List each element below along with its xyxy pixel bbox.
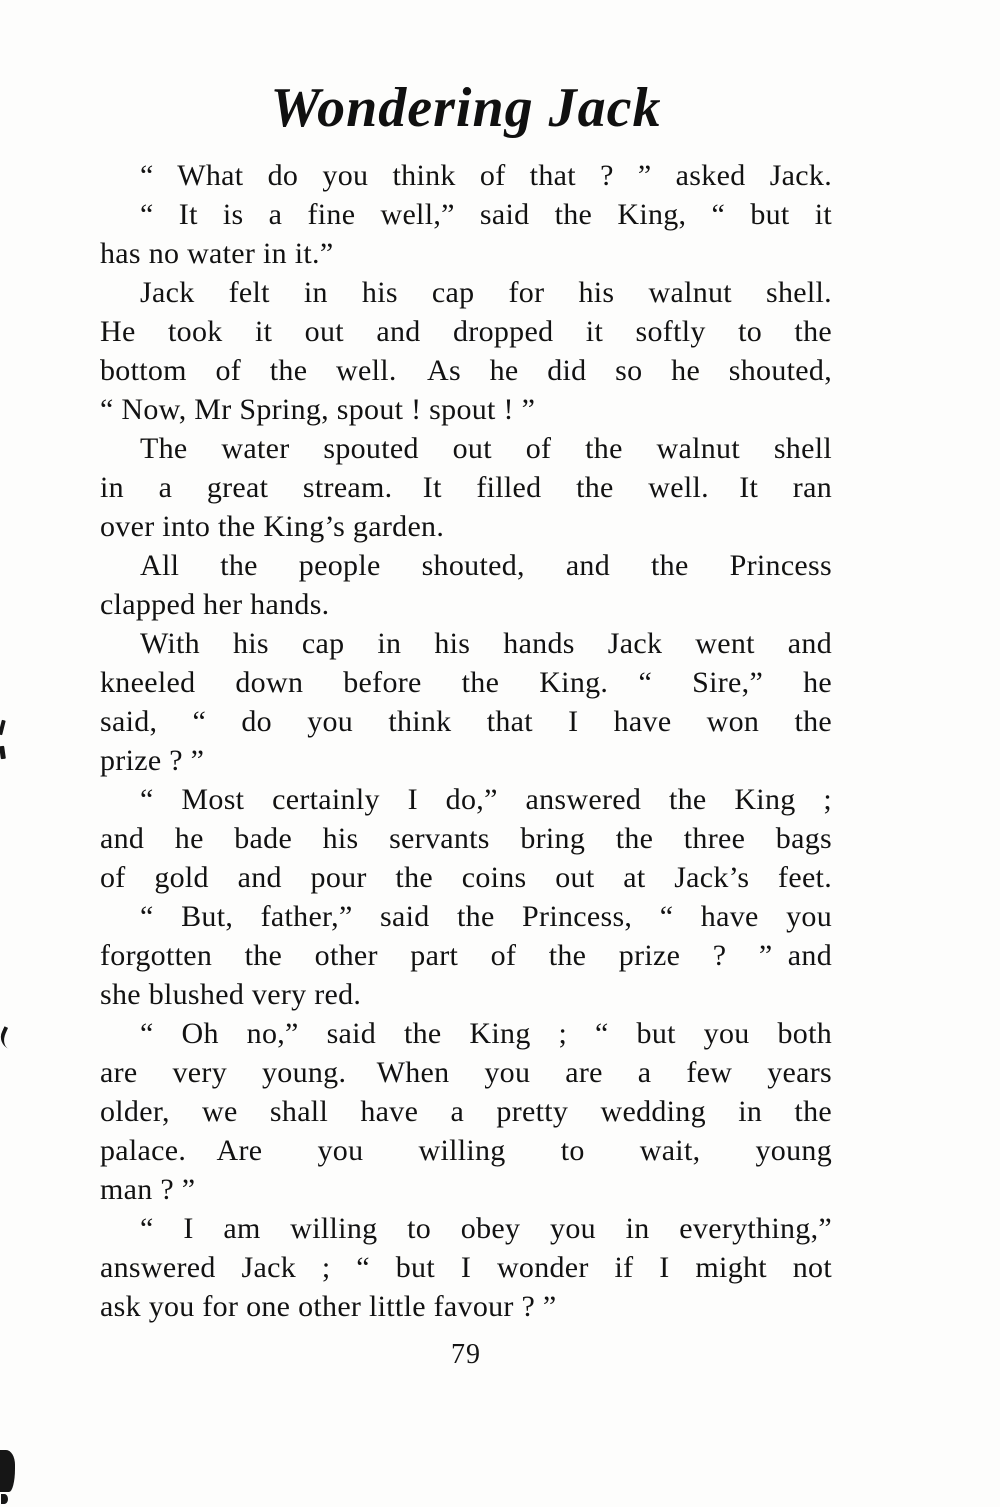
text-line: of gold and pour the coins out at Jack’s feet. bbox=[100, 861, 832, 894]
text-line: He took it out and dropped it softly to the bbox=[100, 315, 832, 348]
text-line: and he bade his servants bring the three bags bbox=[100, 822, 832, 855]
page-title: Wondering Jack bbox=[270, 77, 662, 139]
text-line: has no water in it.” bbox=[100, 237, 334, 270]
scan-ink-mark bbox=[0, 720, 6, 736]
text-line: Jack felt in his cap for his walnut shell. bbox=[140, 276, 832, 309]
text-line: kneeled down before the King. “ Sire,” he bbox=[100, 666, 832, 699]
text-line: said, “ do you think that I have won the bbox=[100, 705, 832, 738]
text-line: “ Now, Mr Spring, spout ! spout ! ” bbox=[100, 393, 536, 426]
page-number: 79 bbox=[451, 1339, 481, 1370]
text-line: older, we shall have a pretty wedding in the bbox=[100, 1095, 832, 1128]
scan-ink-mark bbox=[0, 1026, 16, 1049]
text-line: ask you for one other little favour ? ” bbox=[100, 1290, 557, 1323]
text-line: bottom of the well. As he did so he shouted, bbox=[100, 354, 832, 387]
text-line: With his cap in his hands Jack went and bbox=[140, 627, 832, 660]
text-line: “ What do you think of that ? ” asked Jack. bbox=[140, 159, 832, 192]
text-line: she blushed very red. bbox=[100, 978, 362, 1011]
text-line: All the people shouted, and the Princess bbox=[140, 549, 832, 582]
text-line: clapped her hands. bbox=[100, 588, 330, 621]
text-line: forgotten the other part of the prize ? ” and bbox=[100, 939, 832, 972]
text-line: “ Most certainly I do,” answered the King ; bbox=[140, 783, 832, 816]
text-line: “ It is a fine well,” said the King, “ but it bbox=[140, 198, 832, 231]
text-line: are very young. When you are a few years bbox=[100, 1056, 832, 1089]
text-line: answered Jack ; “ but I wonder if I might not bbox=[100, 1251, 832, 1284]
text-line: palace. Are you willing to wait, young bbox=[100, 1134, 832, 1167]
text-line: prize ? ” bbox=[100, 744, 205, 777]
text-line: over into the King’s garden. bbox=[100, 510, 445, 543]
text-line: The water spouted out of the walnut shell bbox=[140, 432, 832, 465]
scan-ink-smudge bbox=[0, 1450, 15, 1492]
text-line: “ Oh no,” said the King ; “ but you both bbox=[140, 1017, 832, 1050]
scan-ink-mark bbox=[0, 746, 6, 760]
text-line: man ? ” bbox=[100, 1173, 196, 1206]
text-line: in a great stream. It filled the well. It ran bbox=[100, 471, 832, 504]
body-text bbox=[100, 156, 832, 1326]
text-line: “ But, father,” said the Princess, “ have you bbox=[140, 900, 832, 933]
text-line: “ I am willing to obey you in everything,” bbox=[140, 1212, 832, 1245]
scan-ink-smudge bbox=[1, 1494, 8, 1504]
